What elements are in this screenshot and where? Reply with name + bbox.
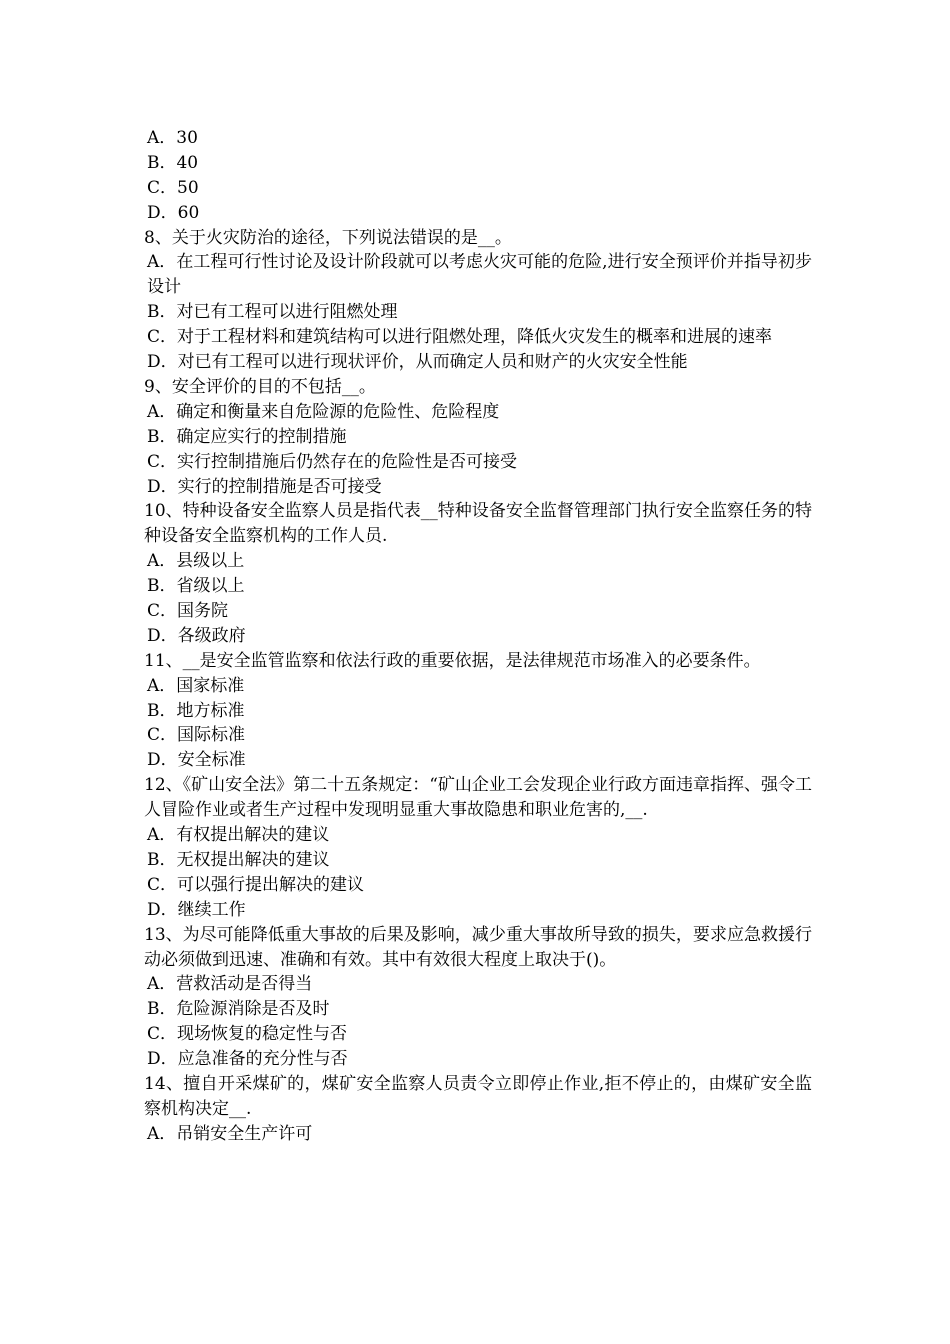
option-11d: D．安全标准 (147, 750, 246, 771)
option-10c: C．国务院 (147, 601, 229, 621)
option-11a: A．国家标准 (147, 675, 245, 696)
document-body (144, 126, 812, 1147)
option-8a: A．在工程可行性讨论及设计阶段就可以考虑火灾可能的危险,进行安全预评价并指导初步设计 (147, 252, 812, 298)
option-12d: D．继续工作 (147, 899, 246, 920)
question-9: 9、安全评价的目的不包括__。 (144, 376, 376, 397)
option-14a: A．吊销安全生产许可 (147, 1123, 313, 1144)
option-12c: C．可以强行提出解决的建议 (147, 874, 365, 895)
option-10b: B．省级以上 (147, 576, 245, 597)
option-8c: C．对于工程材料和建筑结构可以进行阻燃处理，降低火灾发生的概率和进展的速率 (147, 327, 773, 348)
option-8d: D．对已有工程可以进行现状评价，从而确定人员和财产的火灾安全性能 (147, 352, 688, 373)
question-13: 13、为尽可能降低重大事故的后果及影响，减少重大事故所导致的损失，要求应急救援行动必须做到迅速、准确和有效。其中有效很大程度上取决于()。 (144, 924, 812, 970)
option-9a: A．确定和衡量来自危险源的危险性、危险程度 (147, 401, 500, 422)
option-11b: B．地方标准 (147, 700, 245, 721)
option-10d: D．各级政府 (147, 625, 246, 646)
option-12a: A．有权提出解决的建议 (147, 825, 330, 846)
option-7d: D．60 (147, 202, 200, 223)
option-11c: C．国际标准 (147, 725, 246, 746)
question-12: 12、《矿山安全法》第二十五条规定：“矿山企业工会发现企业行政方面违章指挥、强令工人冒险作业或者生产过程中发现明显重大事故隐患和职业危害的,__. (144, 775, 812, 821)
option-8b: B．对已有工程可以进行阻燃处理 (147, 302, 398, 323)
option-13c: C．现场恢复的稳定性与否 (147, 1024, 348, 1045)
question-14: 14、擅自开采煤矿的，煤矿安全监察人员责令立即停止作业,拒不停止的，由煤矿安全监察机构决定__. (144, 1074, 812, 1119)
question-10: 10、特种设备安全监察人员是指代表__特种设备安全监督管理部门执行安全监察任务的特种设备安全监察机构的工作人员. (144, 501, 812, 547)
option-13a: A．营救活动是否得当 (147, 974, 313, 995)
option-7a: A．30 (147, 128, 198, 148)
option-9c: C．实行控制措施后仍然存在的危险性是否可接受 (147, 451, 518, 472)
option-13b: B．危险源消除是否及时 (147, 999, 330, 1020)
question-11: 11、__是安全监管监察和依法行政的重要依据，是法律规范市场准入的必要条件。 (144, 650, 761, 671)
option-13d: D．应急准备的充分性与否 (147, 1049, 348, 1070)
question-8: 8、关于火灾防治的途径，下列说法错误的是__。 (144, 227, 512, 248)
option-7b: B．40 (147, 152, 199, 173)
option-12b: B．无权提出解决的建议 (147, 849, 330, 870)
option-10a: A．县级以上 (147, 551, 245, 572)
option-9d: D．实行的控制措施是否可接受 (147, 476, 382, 497)
option-9b: B．确定应实行的控制措施 (147, 426, 347, 447)
option-7c: C．50 (147, 177, 199, 198)
